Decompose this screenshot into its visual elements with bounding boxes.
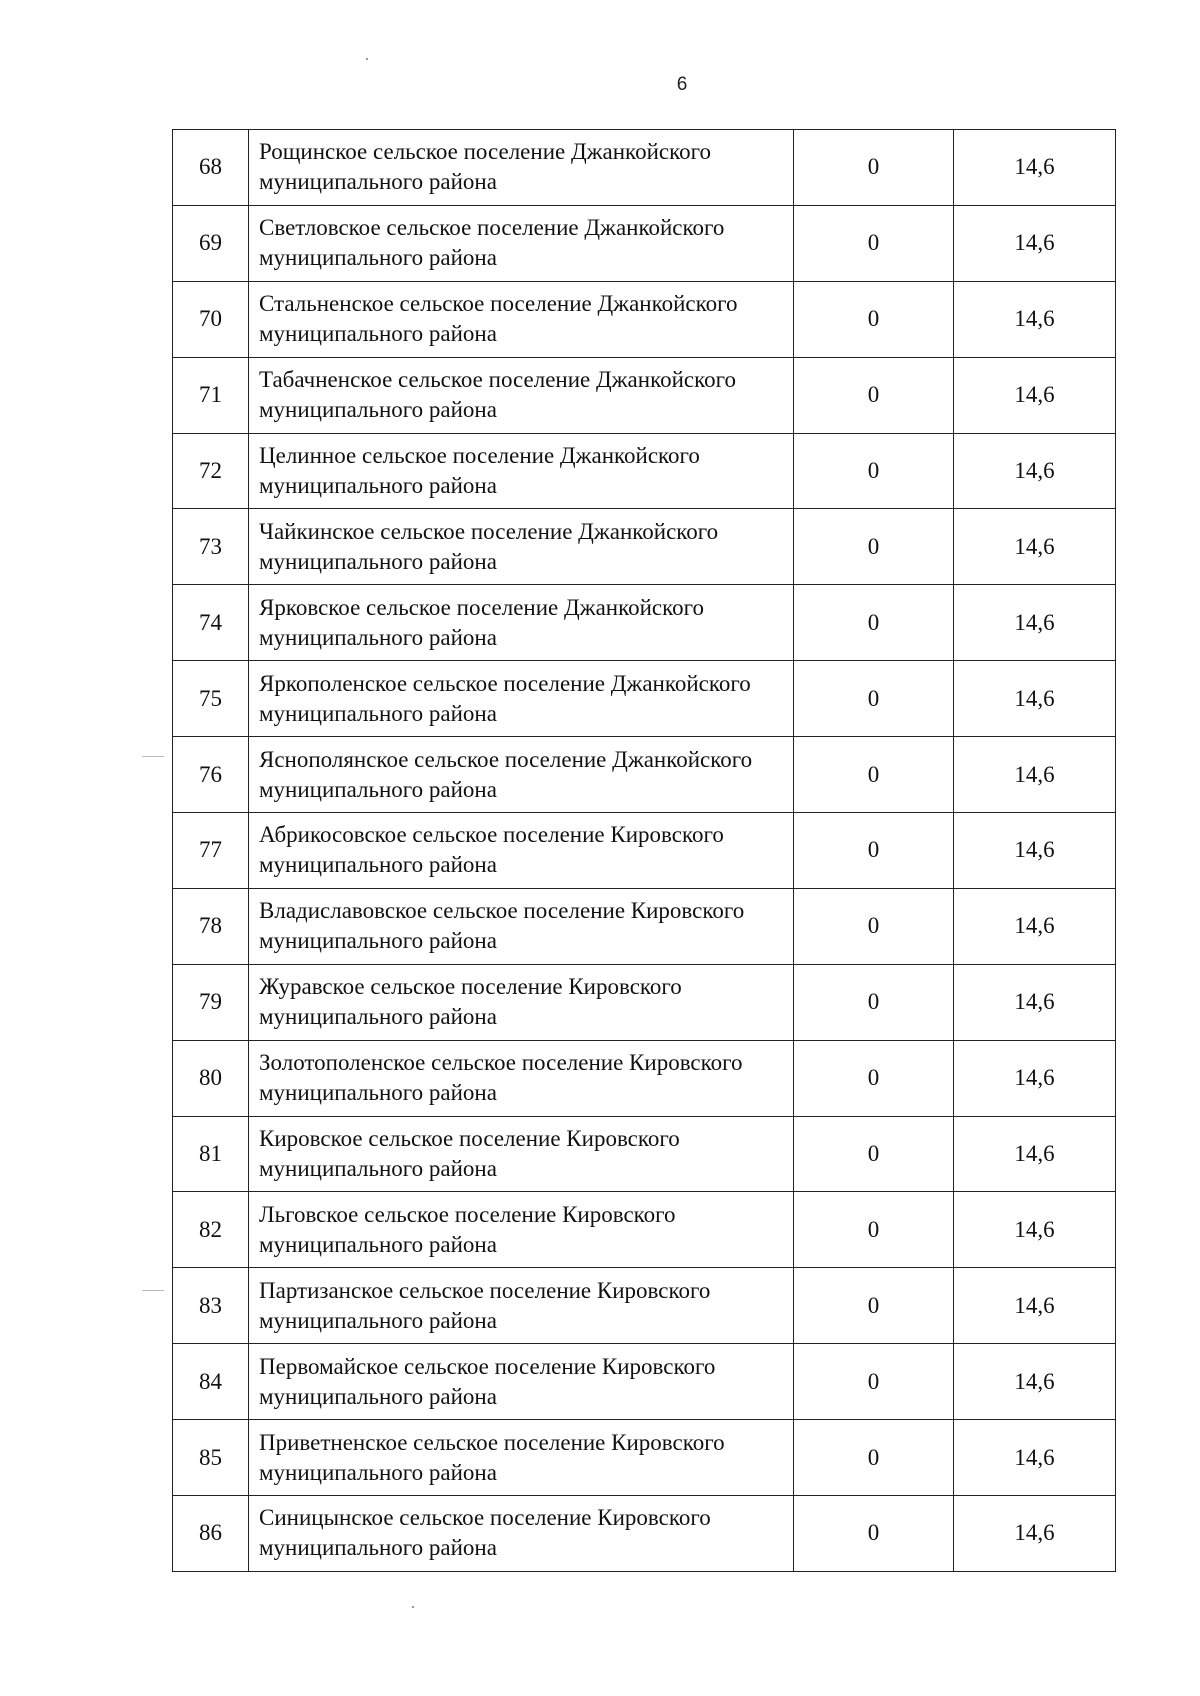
value-column-a: 0	[794, 1192, 954, 1268]
value-column-a: 0	[794, 1420, 954, 1496]
page-number: 6	[676, 74, 688, 95]
settlement-name: Владиславовское сельское поселение Кировского муниципального района	[249, 888, 794, 964]
table-row	[173, 357, 1116, 433]
row-number: 75	[173, 661, 249, 737]
value-column-b: 14,6	[954, 357, 1116, 433]
settlement-name: Льговское сельское поселение Кировского муниципального района	[249, 1192, 794, 1268]
row-number: 77	[173, 813, 249, 889]
value-column-b: 14,6	[954, 661, 1116, 737]
value-column-a: 0	[794, 1268, 954, 1344]
value-column-b: 14,6	[954, 1268, 1116, 1344]
value-column-b: 14,6	[954, 1192, 1116, 1268]
row-number: 80	[173, 1040, 249, 1116]
table-row	[173, 1116, 1116, 1192]
table-row	[173, 281, 1116, 357]
table-row	[173, 433, 1116, 509]
row-number: 74	[173, 585, 249, 661]
value-column-a: 0	[794, 661, 954, 737]
row-number: 78	[173, 888, 249, 964]
value-column-b: 14,6	[954, 130, 1116, 206]
scan-artifact-mark	[142, 756, 164, 757]
value-column-b: 14,6	[954, 1344, 1116, 1420]
table-row	[173, 1268, 1116, 1344]
settlement-name: Партизанское сельское поселение Кировского муниципального района	[249, 1268, 794, 1344]
value-column-b: 14,6	[954, 1496, 1116, 1572]
settlement-name: Ярковское сельское поселение Джанкойского муниципального района	[249, 585, 794, 661]
settlement-name: Целинное сельское поселение Джанкойского муниципального района	[249, 433, 794, 509]
value-column-a: 0	[794, 433, 954, 509]
value-column-b: 14,6	[954, 1116, 1116, 1192]
value-column-a: 0	[794, 357, 954, 433]
settlement-name: Рощинское сельское поселение Джанкойского муниципального района	[249, 130, 794, 206]
value-column-b: 14,6	[954, 964, 1116, 1040]
settlement-name: Первомайское сельское поселение Кировского муниципального района	[249, 1344, 794, 1420]
value-column-b: 14,6	[954, 585, 1116, 661]
settlement-name: Приветненское сельское поселение Кировского муниципального района	[249, 1420, 794, 1496]
row-number: 69	[173, 205, 249, 281]
settlement-name: Абрикосовское сельское поселение Кировского муниципального района	[249, 813, 794, 889]
value-column-b: 14,6	[954, 509, 1116, 585]
table-row	[173, 813, 1116, 889]
value-column-b: 14,6	[954, 1420, 1116, 1496]
row-number: 70	[173, 281, 249, 357]
table-row	[173, 888, 1116, 964]
value-column-a: 0	[794, 1496, 954, 1572]
settlements-table	[172, 129, 1116, 1572]
settlement-name: Синицынское сельское поселение Кировского муниципального района	[249, 1496, 794, 1572]
table-row	[173, 661, 1116, 737]
value-column-a: 0	[794, 1344, 954, 1420]
row-number: 73	[173, 509, 249, 585]
table-row	[173, 1496, 1116, 1572]
value-column-a: 0	[794, 813, 954, 889]
value-column-a: 0	[794, 130, 954, 206]
table-body	[173, 130, 1116, 1572]
table-row	[173, 1344, 1116, 1420]
value-column-b: 14,6	[954, 813, 1116, 889]
table-row	[173, 964, 1116, 1040]
table-row	[173, 1040, 1116, 1116]
settlement-name: Кировское сельское поселение Кировского муниципального района	[249, 1116, 794, 1192]
scan-artifact-mark	[412, 1606, 414, 1608]
settlement-name: Золотополенское сельское поселение Кировского муниципального района	[249, 1040, 794, 1116]
settlement-name: Табачненское сельское поселение Джанкойского муниципального района	[249, 357, 794, 433]
value-column-b: 14,6	[954, 888, 1116, 964]
value-column-a: 0	[794, 509, 954, 585]
row-number: 76	[173, 737, 249, 813]
value-column-a: 0	[794, 1040, 954, 1116]
scan-artifact-mark	[366, 58, 368, 60]
value-column-a: 0	[794, 281, 954, 357]
settlement-name: Яснополянское сельское поселение Джанкойского муниципального района	[249, 737, 794, 813]
row-number: 85	[173, 1420, 249, 1496]
value-column-b: 14,6	[954, 281, 1116, 357]
row-number: 79	[173, 964, 249, 1040]
value-column-a: 0	[794, 585, 954, 661]
settlement-name: Светловское сельское поселение Джанкойского муниципального района	[249, 205, 794, 281]
value-column-a: 0	[794, 205, 954, 281]
table-row	[173, 1192, 1116, 1268]
table-row	[173, 205, 1116, 281]
table-row	[173, 509, 1116, 585]
row-number: 72	[173, 433, 249, 509]
value-column-a: 0	[794, 1116, 954, 1192]
value-column-b: 14,6	[954, 737, 1116, 813]
table-row	[173, 1420, 1116, 1496]
row-number: 81	[173, 1116, 249, 1192]
table-row	[173, 585, 1116, 661]
value-column-a: 0	[794, 737, 954, 813]
value-column-b: 14,6	[954, 1040, 1116, 1116]
row-number: 82	[173, 1192, 249, 1268]
value-column-b: 14,6	[954, 433, 1116, 509]
row-number: 68	[173, 130, 249, 206]
value-column-a: 0	[794, 888, 954, 964]
settlement-name: Чайкинское сельское поселение Джанкойского муниципального района	[249, 509, 794, 585]
table-row	[173, 737, 1116, 813]
value-column-b: 14,6	[954, 205, 1116, 281]
settlement-name: Яркополенское сельское поселение Джанкойского муниципального района	[249, 661, 794, 737]
settlement-name: Журавское сельское поселение Кировского муниципального района	[249, 964, 794, 1040]
row-number: 86	[173, 1496, 249, 1572]
row-number: 71	[173, 357, 249, 433]
row-number: 83	[173, 1268, 249, 1344]
table-row	[173, 130, 1116, 206]
scan-artifact-mark	[142, 1290, 164, 1291]
value-column-a: 0	[794, 964, 954, 1040]
row-number: 84	[173, 1344, 249, 1420]
settlement-name: Стальненское сельское поселение Джанкойского муниципального района	[249, 281, 794, 357]
